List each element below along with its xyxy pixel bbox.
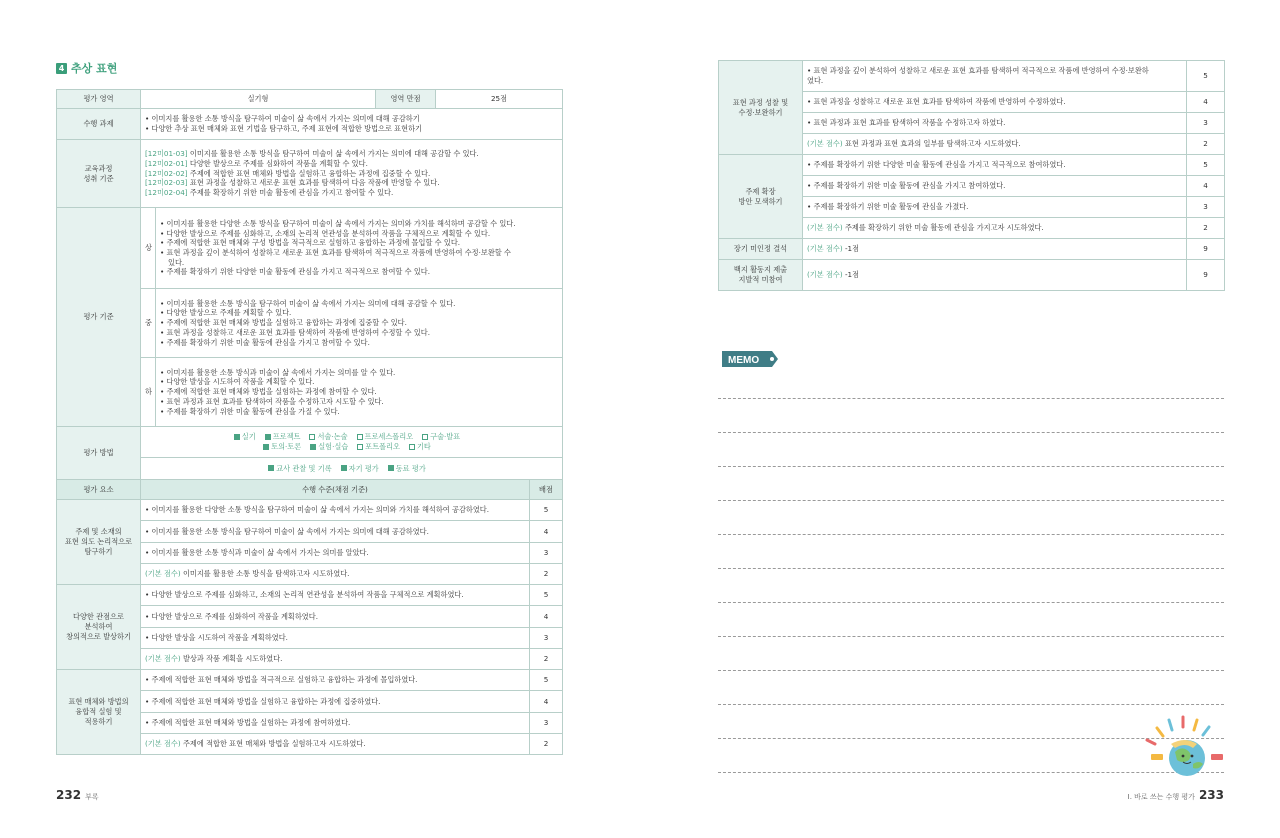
level-text bbox=[803, 61, 1187, 92]
element-label-line: 표현 과정 성찰 및 bbox=[732, 97, 789, 107]
blank-score: 9 bbox=[1187, 260, 1225, 291]
memo-badge bbox=[720, 348, 780, 370]
method-option bbox=[357, 432, 414, 441]
table-row bbox=[57, 585, 563, 606]
score-value: 3 bbox=[530, 713, 563, 734]
score-value: 5 bbox=[530, 670, 563, 691]
memo-line bbox=[718, 398, 1224, 399]
basic-text: 표현 과정과 표현 효과의 일부를 탐색하고자 시도하였다. bbox=[842, 139, 1021, 149]
standard-code: [12미02-01] bbox=[145, 158, 188, 168]
method-option bbox=[388, 464, 426, 473]
score-value: 3 bbox=[1187, 113, 1225, 134]
methods-label: 평가 방법 bbox=[57, 427, 141, 480]
checked-box-icon bbox=[268, 465, 274, 471]
standards-label-line: 교육과정 bbox=[84, 163, 113, 173]
criteria-line: • 다양한 발상으로 주제를 심화하고, 소재의 논리적 연관성을 분석하여 작품을 구체적으로 계획할 수 있다. bbox=[160, 228, 491, 238]
score-value: 5 bbox=[1187, 61, 1225, 92]
task-label: 수행 과제 bbox=[57, 109, 141, 140]
empty-box-icon bbox=[357, 444, 363, 450]
criteria-level: 상 bbox=[141, 208, 156, 289]
task-line: • 다양한 추상 표현 매체와 표현 기법을 탐구하고, 주제 표현에 적합한 방법으로 표현하기 bbox=[145, 124, 422, 133]
level-text bbox=[803, 92, 1187, 113]
footer-left bbox=[56, 788, 99, 802]
standard-item bbox=[145, 149, 558, 159]
checked-box-icon bbox=[341, 465, 347, 471]
element-label-line: 방안 모색하기 bbox=[738, 196, 783, 206]
element-label bbox=[57, 585, 141, 670]
criteria-line: • 표현 과정을 성찰하고 새로운 표현 효과를 탐색하여 작품에 반영하여 수정할 수 있다. bbox=[160, 327, 431, 337]
method-option bbox=[341, 464, 379, 473]
standard-item bbox=[145, 178, 558, 188]
score-value: 3 bbox=[1187, 197, 1225, 218]
globe-illustration bbox=[1137, 714, 1233, 776]
level-text bbox=[803, 113, 1187, 134]
criteria-line: • 주제를 확장하기 위한 다양한 미술 활동에 관심을 가지고 적극적으로 참여할 수 있다. bbox=[160, 267, 431, 277]
memo-line bbox=[718, 704, 1224, 705]
level-text bbox=[141, 543, 530, 564]
memo-line bbox=[718, 602, 1224, 603]
level-text bbox=[141, 649, 530, 670]
score-value: 5 bbox=[530, 585, 563, 606]
standards-content bbox=[141, 140, 563, 208]
method-label: 자기 평가 bbox=[348, 463, 379, 473]
memo-line bbox=[718, 568, 1224, 569]
area-label: 평가 영역 bbox=[57, 90, 141, 109]
checked-box-icon bbox=[234, 434, 240, 440]
element-label-line: 표현 의도 논리적으로 bbox=[64, 537, 133, 547]
level-line: 였다. bbox=[807, 76, 824, 85]
criteria-content-low bbox=[156, 358, 563, 427]
level-text bbox=[141, 691, 530, 713]
score-value: 2 bbox=[530, 734, 563, 755]
criteria-level: 하 bbox=[141, 358, 156, 427]
score-header: 배점 bbox=[530, 480, 563, 500]
level-line: • 주제를 확장하기 위한 미술 활동에 관심을 가졌다. bbox=[807, 202, 969, 212]
method-option bbox=[234, 432, 256, 441]
method-label: 교사 관찰 및 기록 bbox=[276, 463, 332, 473]
element-label-line: 융합적 실험 및 bbox=[75, 707, 122, 717]
methods-line bbox=[145, 464, 558, 474]
score-value: 5 bbox=[1187, 155, 1225, 176]
memo-label: MEMO bbox=[728, 355, 760, 366]
criteria-label: 평가 기준 bbox=[57, 208, 141, 427]
level-text bbox=[803, 197, 1187, 218]
standard-text: 표현 과정을 성찰하고 새로운 표현 효과를 탐색하여 다음 작품에 반영할 수 있다. bbox=[187, 178, 440, 188]
element-label-line: 탐구하기 bbox=[84, 546, 113, 556]
methods-row-2 bbox=[141, 458, 563, 480]
method-option bbox=[310, 442, 348, 451]
level-text bbox=[141, 564, 530, 585]
basic-tag: (기본 점수) bbox=[145, 654, 181, 664]
standard-text: 다양한 발상으로 주제를 심화하여 작품을 계획할 수 있다. bbox=[187, 158, 368, 168]
score-value: 2 bbox=[530, 564, 563, 585]
method-label: 프로젝트 bbox=[272, 432, 301, 442]
assessment-table-continued bbox=[718, 60, 1225, 291]
criteria-line: • 다양한 발상으로 주제를 계획할 수 있다. bbox=[160, 308, 292, 318]
standard-text: 주제에 적합한 표현 매체와 방법을 실험하고 융합하는 과정에 집중할 수 있다. bbox=[187, 168, 431, 178]
element-label bbox=[57, 670, 141, 755]
level-text bbox=[803, 134, 1187, 155]
criteria-content-mid bbox=[156, 289, 563, 358]
empty-box-icon bbox=[357, 434, 363, 440]
criteria-line: 있다. bbox=[168, 257, 185, 267]
task-content bbox=[141, 109, 563, 140]
method-option bbox=[357, 442, 400, 451]
score-value: 3 bbox=[530, 628, 563, 649]
method-option bbox=[422, 432, 460, 441]
level-text bbox=[141, 606, 530, 628]
score-label: 영역 만점 bbox=[376, 90, 436, 109]
area-value: 실기형 bbox=[141, 90, 376, 109]
standards-label-line: 성취 기준 bbox=[83, 173, 114, 183]
level-line: • 주제에 적합한 표현 매체와 방법을 적극적으로 실험하고 융합하는 과정에 몰입하였다. bbox=[145, 675, 418, 685]
method-option bbox=[263, 442, 301, 451]
absence-score: 9 bbox=[1187, 239, 1225, 260]
score-value: 4 bbox=[530, 691, 563, 713]
level-line: • 표현 과정을 깊이 분석하여 성찰하고 새로운 표현 효과를 탐색하여 적극적으로 작품에 반영하여 수정·보완하 bbox=[807, 66, 1149, 76]
basic-text: 주제에 적합한 표현 매체와 방법을 실험하고자 시도하였다. bbox=[180, 739, 366, 749]
level-line: • 주제에 적합한 표현 매체와 방법을 실험하는 과정에 참여하였다. bbox=[145, 718, 351, 728]
level-line: • 다양한 발상을 시도하여 작품을 계획하였다. bbox=[145, 633, 288, 643]
standard-text: 주제를 확장하기 위한 미술 활동에 관심을 가지고 참여할 수 있다. bbox=[187, 188, 394, 198]
method-label: 토의·토론 bbox=[271, 442, 302, 451]
element-label-line: 다양한 관점으로 bbox=[73, 612, 124, 622]
score-value: 25점 bbox=[436, 90, 563, 109]
absence-text: -1점 bbox=[842, 244, 860, 254]
level-line: • 이미지를 활용한 다양한 소통 방식을 탐구하여 미술이 삶 속에서 가지는 의미와 가치를 해석하여 공감하였다. bbox=[145, 505, 490, 515]
method-option bbox=[265, 432, 301, 441]
left-elements bbox=[57, 500, 563, 755]
method-label: 구술·발표 bbox=[430, 432, 461, 442]
criteria-line: • 주제를 확장하기 위한 미술 활동에 관심을 가지고 참여할 수 있다. bbox=[160, 337, 370, 347]
level-text bbox=[803, 155, 1187, 176]
element-label bbox=[57, 500, 141, 585]
criteria-level: 중 bbox=[141, 289, 156, 358]
blank-content bbox=[803, 260, 1187, 291]
assessment-table bbox=[56, 89, 563, 755]
element-label-line: 분석하여 bbox=[84, 622, 113, 632]
score-value: 4 bbox=[530, 521, 563, 543]
checked-box-icon bbox=[263, 444, 269, 450]
element-label-line: 주제 확장 bbox=[745, 186, 776, 196]
blank-label bbox=[719, 260, 803, 291]
blank-label-line: 지발적 미참여 bbox=[738, 275, 783, 284]
basic-tag: (기본 점수) bbox=[807, 223, 843, 233]
level-line: • 다양한 발상으로 주제를 심화하고, 소재의 논리적 연관성을 분석하여 작품을 구체적으로 계획하였다. bbox=[145, 590, 464, 600]
level-text bbox=[141, 713, 530, 734]
element-label-line: 창의적으로 발상하기 bbox=[66, 631, 131, 641]
basic-tag: (기본 점수) bbox=[145, 739, 181, 749]
level-text bbox=[141, 734, 530, 755]
checked-box-icon bbox=[388, 465, 394, 471]
element-label-line: 적용하기 bbox=[84, 716, 113, 726]
score-value: 4 bbox=[1187, 176, 1225, 197]
method-option bbox=[409, 442, 431, 451]
basic-tag: (기본 점수) bbox=[807, 139, 843, 149]
score-value: 4 bbox=[530, 606, 563, 628]
standard-item bbox=[145, 188, 558, 198]
method-label: 기타 bbox=[416, 442, 431, 451]
empty-box-icon bbox=[409, 444, 415, 450]
criteria-line: • 주제에 적합한 표현 매체와 구성 방법을 적극적으로 실험하고 융합하는 과정에 몰입할 수 있다. bbox=[160, 238, 461, 248]
level-header: 수행 수준(채점 기준) bbox=[141, 480, 530, 500]
level-text bbox=[141, 521, 530, 543]
section-number: 4 bbox=[56, 63, 67, 74]
memo-line bbox=[718, 534, 1224, 535]
basic-text: 주제를 확장하기 위한 미술 활동에 관심을 가지고자 시도하였다. bbox=[842, 223, 1044, 233]
table-row bbox=[57, 670, 563, 691]
score-value: 3 bbox=[530, 543, 563, 564]
criteria-line: • 이미지를 활용한 소통 방식을 탐구하여 미술이 삶 속에서 가지는 의미에 대해 공감할 수 있다. bbox=[160, 298, 456, 308]
score-value: 5 bbox=[530, 500, 563, 521]
blank-text: -1점 bbox=[842, 270, 860, 280]
criteria-line: • 표현 과정을 깊이 분석하여 성찰하고 새로운 표현 효과를 탐색하여 적극적으로 작품에 반영하여 수정·보완할 수 bbox=[160, 248, 511, 257]
level-line: • 이미지를 활용한 소통 방식을 탐구하여 미술이 삶 속에서 가지는 의미에 대해 공감하였다. bbox=[145, 526, 429, 536]
standard-code: [12미02-04] bbox=[145, 188, 188, 198]
footer-right bbox=[1128, 788, 1224, 802]
element-label-line: 주제 및 소재의 bbox=[75, 527, 122, 537]
empty-box-icon bbox=[422, 434, 428, 440]
globe-art-icon bbox=[1137, 714, 1233, 776]
memo-line bbox=[718, 636, 1224, 637]
standard-code: [12미01-03] bbox=[145, 149, 188, 159]
memo-tag-icon bbox=[720, 348, 780, 370]
method-label: 실기 bbox=[241, 432, 256, 442]
criteria-line: • 이미지를 활용한 소통 방식과 미술이 삶 속에서 가지는 의미를 알 수 있다. bbox=[160, 367, 396, 377]
task-line: • 이미지를 활용한 소통 방식을 탐구하여 미술이 삶 속에서 가지는 의미에 대해 공감하기 bbox=[145, 114, 420, 124]
standard-code: [12미02-02] bbox=[145, 168, 188, 178]
methods-line bbox=[145, 432, 558, 442]
blank-label-line: 백지 활동지 제출 bbox=[733, 265, 788, 275]
element-header: 평가 요소 bbox=[57, 480, 141, 500]
memo-line bbox=[718, 466, 1224, 467]
standard-text: 이미지를 활용한 소통 방식을 탐구하여 미술이 삶 속에서 가지는 의미에 대해 공감할 수 있다. bbox=[187, 149, 479, 159]
standards-label bbox=[57, 140, 141, 208]
element-label-line: 수정·보완하기 bbox=[738, 107, 783, 117]
checked-box-icon bbox=[265, 434, 271, 440]
element-label-line: 표현 매체와 방법의 bbox=[68, 697, 129, 707]
method-label: 실험·실습 bbox=[318, 442, 349, 451]
element-label bbox=[719, 155, 803, 239]
footer-sub: Ⅰ. 바로 쓰는 수행 평가 bbox=[1127, 793, 1195, 801]
method-label: 포트폴리오 bbox=[365, 442, 400, 451]
score-value: 4 bbox=[1187, 92, 1225, 113]
absence-content bbox=[803, 239, 1187, 260]
section-title bbox=[56, 60, 117, 76]
element-label bbox=[719, 61, 803, 155]
method-option bbox=[309, 432, 347, 441]
empty-box-icon bbox=[309, 434, 315, 440]
level-line: • 주제를 확장하기 위한 미술 활동에 관심을 가지고 참여하였다. bbox=[807, 181, 1006, 191]
absence-label: 장기 미인정 결석 bbox=[719, 239, 803, 260]
level-text bbox=[141, 585, 530, 606]
basic-text: 발상과 작품 계획을 시도하였다. bbox=[180, 654, 283, 664]
basic-tag: (기본 점수) bbox=[145, 569, 181, 579]
level-text bbox=[141, 670, 530, 691]
score-value: 2 bbox=[1187, 218, 1225, 239]
criteria-line: • 주제에 적합한 표현 매체와 방법을 실험하고 융합하는 과정에 집중할 수 있다. bbox=[160, 318, 407, 328]
criteria-line: • 주제를 확장하기 위한 미술 활동에 관심을 가질 수 있다. bbox=[160, 406, 340, 416]
memo-line bbox=[718, 670, 1224, 671]
criteria-line: • 주제에 적합한 표현 매체와 방법을 실험하는 과정에 참여할 수 있다. bbox=[160, 387, 377, 397]
level-text bbox=[803, 218, 1187, 239]
level-line: • 표현 과정을 성찰하고 새로운 표현 효과를 탐색하여 작품에 반영하여 수정하였다. bbox=[807, 97, 1066, 107]
criteria-content-high bbox=[156, 208, 563, 289]
section-heading: 추상 표현 bbox=[71, 62, 118, 75]
basic-tag: (기본 점수) bbox=[807, 244, 843, 254]
score-value: 2 bbox=[1187, 134, 1225, 155]
right-page bbox=[640, 0, 1280, 838]
level-line: • 다양한 발상으로 주제를 심화하여 작품을 계획하였다. bbox=[145, 611, 318, 621]
method-label: 프로세스폴리오 bbox=[364, 432, 414, 442]
checked-box-icon bbox=[310, 444, 316, 450]
memo-line bbox=[718, 500, 1224, 501]
method-option bbox=[268, 464, 331, 473]
level-text bbox=[141, 500, 530, 521]
standard-item bbox=[145, 169, 558, 179]
methods-line bbox=[145, 442, 558, 452]
footer-sub: 부록 bbox=[85, 793, 99, 801]
page-number: 232 bbox=[56, 788, 82, 802]
standard-code: [12미02-03] bbox=[145, 178, 188, 188]
level-line: • 표현 과정과 표현 효과를 탐색하여 작품을 수정하고자 하였다. bbox=[807, 118, 1006, 128]
table-row bbox=[719, 61, 1225, 92]
page-number: 233 bbox=[1198, 788, 1224, 802]
standard-item bbox=[145, 159, 558, 169]
right-elements bbox=[719, 61, 1225, 239]
methods-row-1 bbox=[141, 427, 563, 458]
score-value: 2 bbox=[530, 649, 563, 670]
table-row bbox=[719, 155, 1225, 176]
level-text bbox=[141, 628, 530, 649]
method-label: 동료 평가 bbox=[395, 463, 426, 473]
basic-tag: (기본 점수) bbox=[807, 270, 843, 280]
level-line: • 이미지를 활용한 소통 방식과 미술이 삶 속에서 가지는 의미를 알았다. bbox=[145, 548, 369, 558]
criteria-line: • 이미지를 활용한 다양한 소통 방식을 탐구하여 미술이 삶 속에서 가지는 의미와 가치를 해석하며 공감할 수 있다. bbox=[160, 218, 516, 228]
criteria-line: • 다양한 발상을 시도하여 작품을 계획할 수 있다. bbox=[160, 377, 315, 387]
memo-line bbox=[718, 432, 1224, 433]
level-text bbox=[803, 176, 1187, 197]
basic-text: 이미지를 활용한 소통 방식을 탐색하고자 시도하였다. bbox=[180, 569, 350, 579]
table-row bbox=[57, 500, 563, 521]
level-line: • 주제에 적합한 표현 매체와 방법을 실험하고 융합하는 과정에 집중하였다. bbox=[145, 696, 381, 706]
level-line: • 주제를 확장하기 위한 다양한 미술 활동에 관심을 가지고 적극적으로 참여하였다. bbox=[807, 160, 1066, 170]
criteria-line: • 표현 과정과 표현 효과를 탐색하여 작품을 수정하고자 시도할 수 있다. bbox=[160, 396, 384, 406]
method-label: 서술·논술 bbox=[317, 432, 348, 442]
